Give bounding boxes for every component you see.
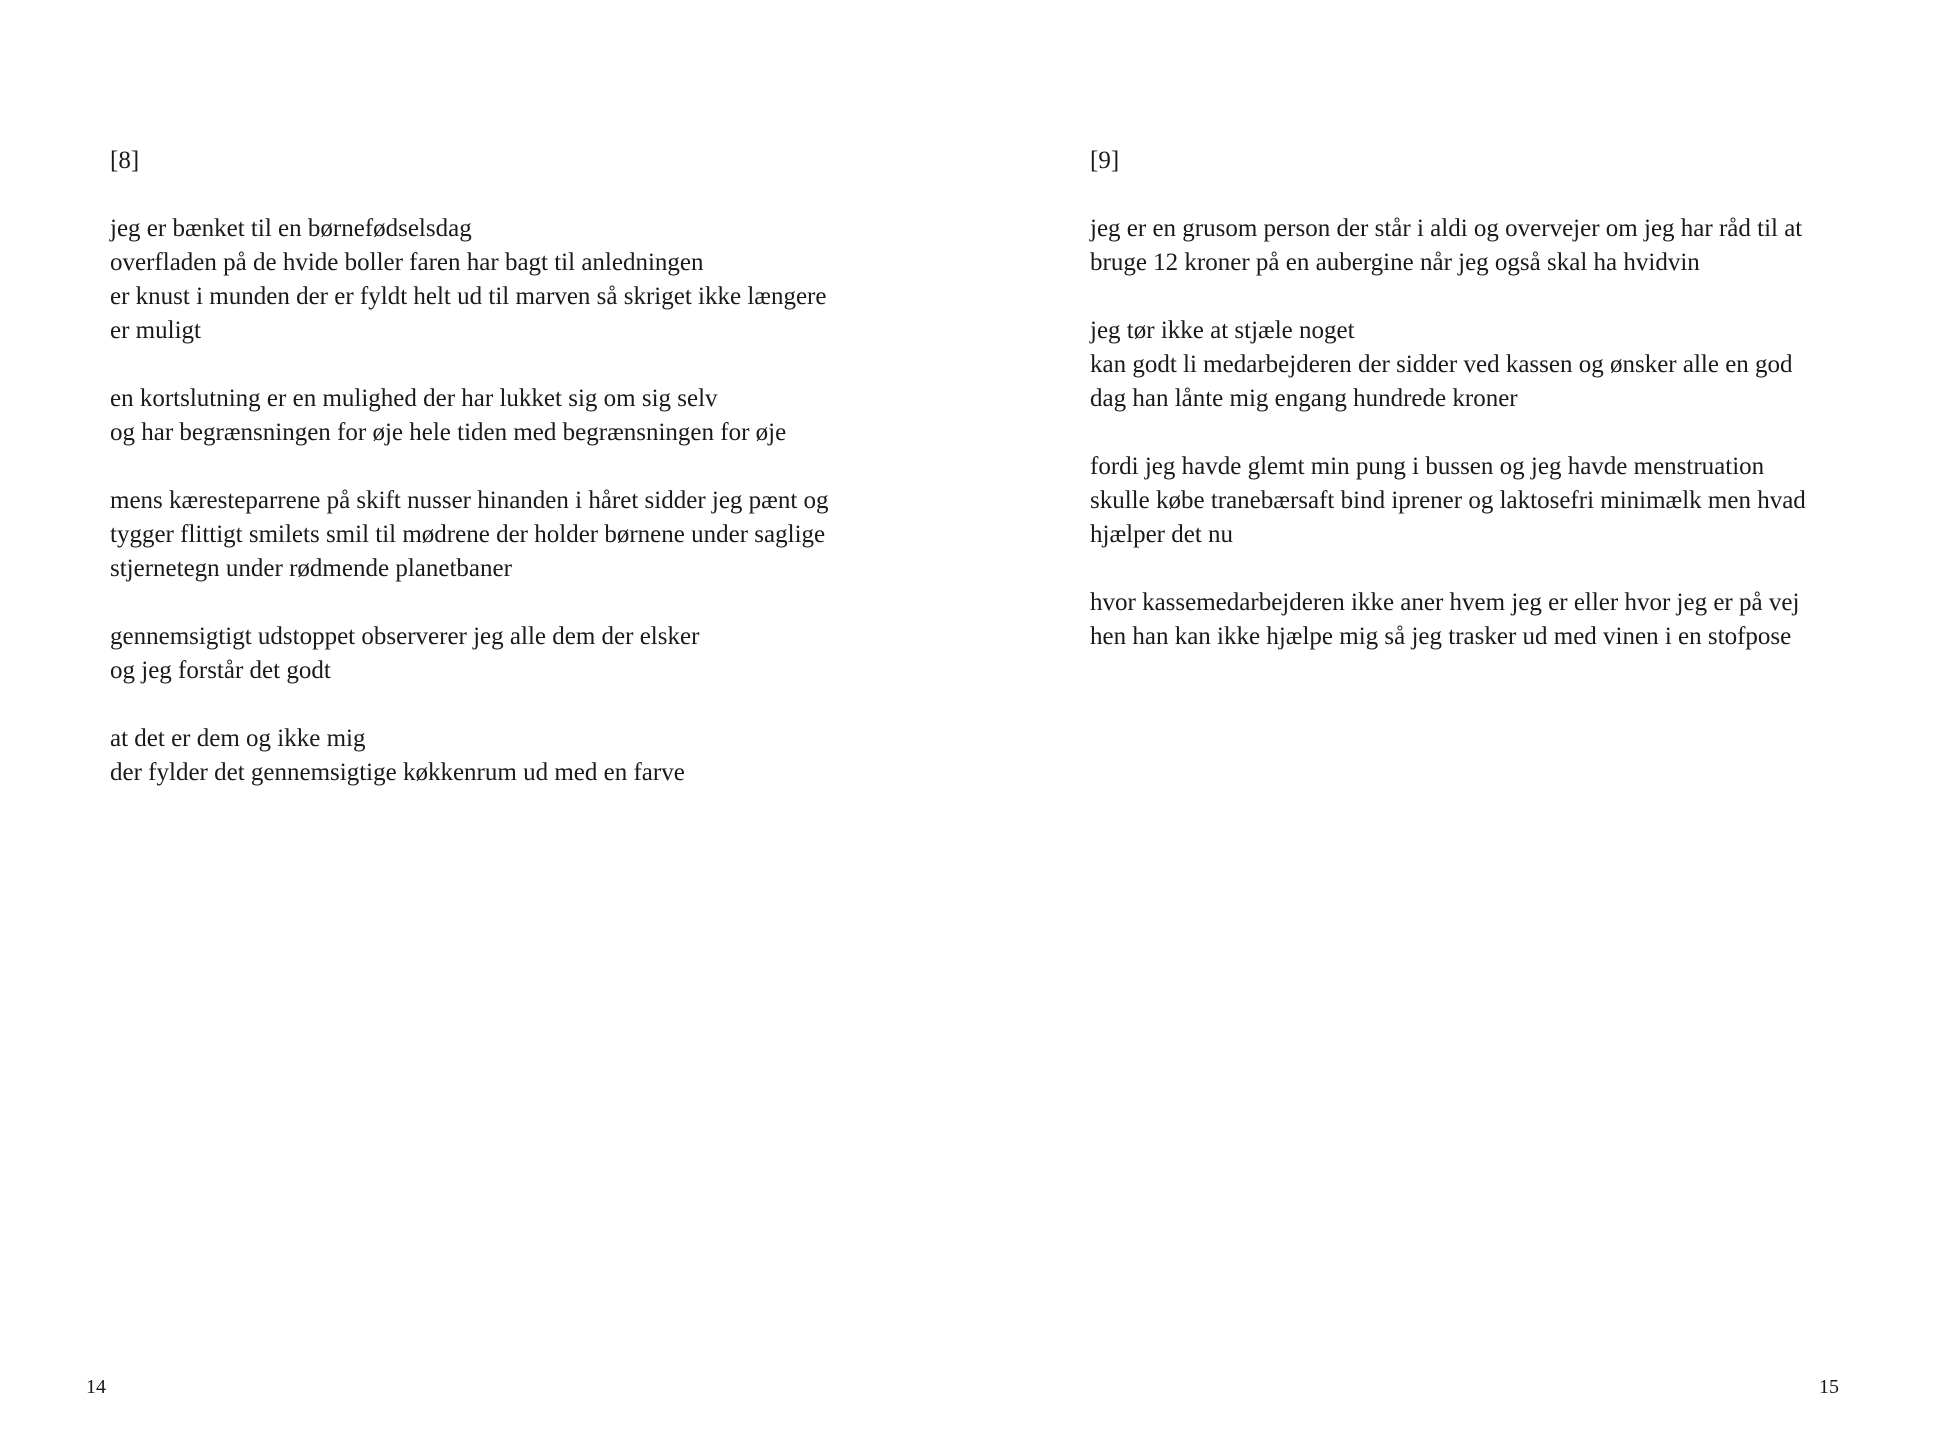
page-number: 15 <box>1819 1376 1839 1398</box>
poem-line: at det er dem og ikke mig <box>110 725 366 752</box>
poem-line: hvor kassemedarbejderen ikke aner hvem jeg er eller hvor jeg er på vej <box>1090 589 1800 616</box>
poem-line: er knust i munden der er fyldt helt ud til marven så skriget ikke længere <box>110 283 827 310</box>
poem-line: dag han lånte mig engang hundrede kroner <box>1090 385 1518 412</box>
poem-line: hjælper det nu <box>1090 521 1234 548</box>
poem-line: stjernetegn under rødmende planetbaner <box>110 555 512 582</box>
poem-line: hen han kan ikke hjælpe mig så jeg trasker ud med vinen i en stofpose <box>1090 623 1792 650</box>
poem-line: tygger flittigt smilets smil til mødrene der holder børnene under saglige <box>110 521 826 548</box>
stanza <box>110 484 910 586</box>
stanza <box>110 620 910 688</box>
stanza <box>1090 314 1890 416</box>
poem-line: er muligt <box>110 317 201 344</box>
page-number: 14 <box>86 1376 106 1398</box>
poem-8 <box>110 144 910 824</box>
poem-line: en kortslutning er en mulighed der har lukket sig om sig selv <box>110 385 718 412</box>
stanza <box>110 722 910 790</box>
poem-line: overfladen på de hvide boller faren har bagt til anledningen <box>110 249 704 276</box>
right-page <box>973 0 1946 1455</box>
poem-line: gennemsigtigt udstoppet observerer jeg alle dem der elsker <box>110 623 700 650</box>
stanza <box>1090 586 1890 654</box>
poem-line: jeg er en grusom person der står i aldi og overvejer om jeg har råd til at <box>1090 215 1803 242</box>
poem-line: kan godt li medarbejderen der sidder ved kassen og ønsker alle en god <box>1090 351 1793 378</box>
poem-line: bruge 12 kroner på en aubergine når jeg også skal ha hvidvin <box>1090 249 1700 276</box>
poem-line: mens kæresteparrene på skift nusser hinanden i håret sidder jeg pænt og <box>110 487 829 514</box>
poem-line: og jeg forstår det godt <box>110 657 331 684</box>
stanza <box>1090 450 1890 552</box>
poem-line: og har begrænsningen for øje hele tiden med begrænsningen for øje <box>110 419 787 446</box>
poem-line: der fylder det gennemsigtige køkkenrum ud med en farve <box>110 759 685 786</box>
poem-9 <box>1090 144 1890 688</box>
stanza <box>110 382 910 450</box>
poem-line: fordi jeg havde glemt min pung i bussen og jeg havde menstruation <box>1090 453 1765 480</box>
stanza <box>1090 212 1890 280</box>
stanza <box>110 212 910 348</box>
poem-line: skulle købe tranebærsaft bind iprener og laktosefri minimælk men hvad <box>1090 487 1806 514</box>
poem-number: [9] <box>1090 147 1120 174</box>
poem-line: jeg tør ikke at stjæle noget <box>1090 317 1355 344</box>
poem-number: [8] <box>110 147 140 174</box>
poem-line: jeg er bænket til en børnefødselsdag <box>110 215 472 242</box>
